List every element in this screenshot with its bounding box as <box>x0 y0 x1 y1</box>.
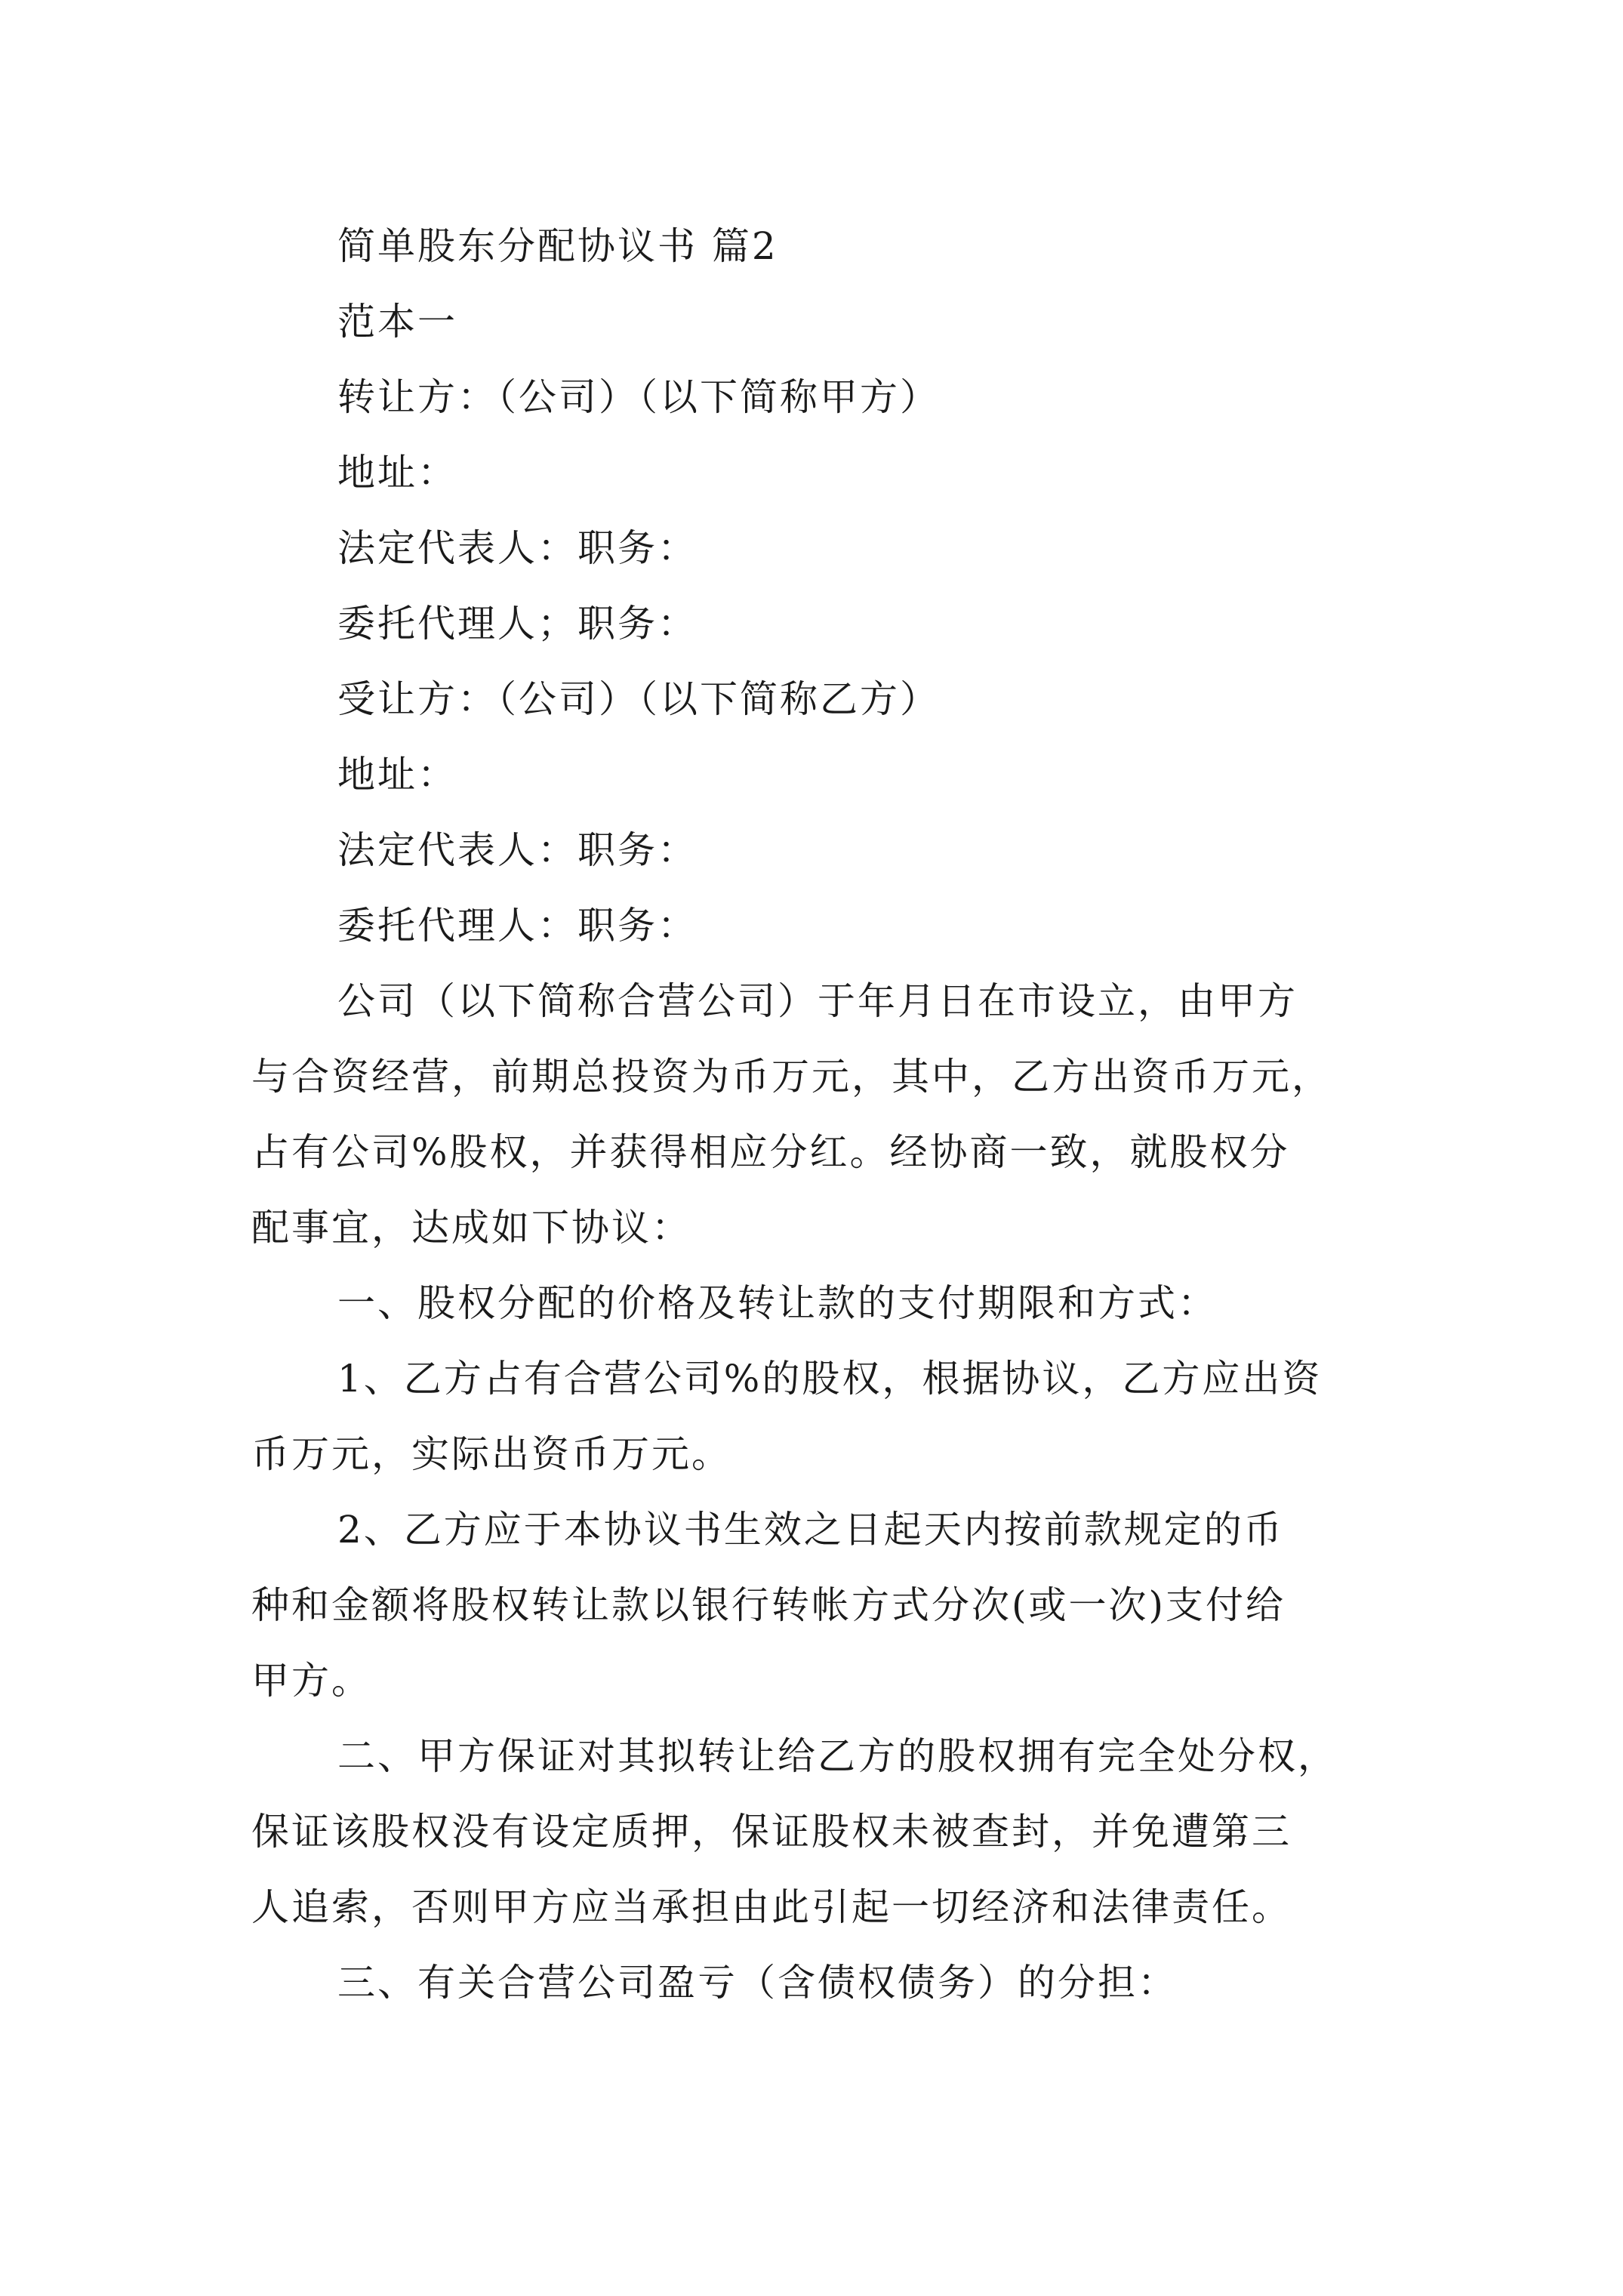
clause-2-line: 二、甲方保证对其拟转让给乙方的股权拥有完全处分权， <box>337 1734 1338 1778</box>
clause-1-2-line: 甲方。 <box>251 1659 371 1703</box>
clause-1-1-line: 1、乙方占有合营公司%的股权，根据协议，乙方应出资 <box>337 1357 1323 1401</box>
clause-1-heading: 一、股权分配的价格及转让款的支付期限和方式： <box>337 1281 1218 1325</box>
intro-paragraph-line: 占有公司%股权，并获得相应分红。经协商一致，就股权分 <box>251 1130 1290 1174</box>
transferee-legal-rep: 法定代表人：职务： <box>337 828 698 872</box>
clause-2-line: 保证该股权没有设定质押，保证股权未被查封，并免遭第三 <box>251 1810 1292 1854</box>
clause-3-heading: 三、有关合营公司盈亏（含债权债务）的分担： <box>337 1961 1178 2005</box>
transferor-line: 转让方：（公司）（以下简称甲方） <box>337 375 940 419</box>
transferee-line: 受让方：（公司）（以下简称乙方） <box>337 677 940 721</box>
clause-1-2-line: 种和金额将股权转让款以银行转帐方式分次(或一次)支付给 <box>251 1583 1286 1627</box>
document-title: 简单股东分配协议书 篇2 <box>337 224 778 268</box>
clause-1-2-line: 2、乙方应于本协议书生效之日起天内按前款规定的币 <box>337 1508 1284 1552</box>
clause-1-1-line: 币万元，实际出资币万元。 <box>251 1432 731 1476</box>
transferor-legal-rep: 法定代表人：职务： <box>337 526 698 570</box>
intro-paragraph-line: 公司（以下简称合营公司）于年月日在市设立，由甲方 <box>337 979 1298 1023</box>
transferor-agent: 委托代理人；职务： <box>337 602 698 646</box>
transferee-agent: 委托代理人：职务： <box>337 904 698 948</box>
intro-paragraph-line: 与合资经营，前期总投资为币万元，其中，乙方出资币万元， <box>251 1055 1332 1099</box>
intro-paragraph-line: 配事宜，达成如下协议： <box>251 1206 691 1250</box>
transferee-address: 地址： <box>337 753 457 797</box>
clause-2-line: 人追索，否则甲方应当承担由此引起一切经济和法律责任。 <box>251 1885 1292 1929</box>
transferor-address: 地址： <box>337 451 457 495</box>
template-label: 范本一 <box>337 300 457 344</box>
